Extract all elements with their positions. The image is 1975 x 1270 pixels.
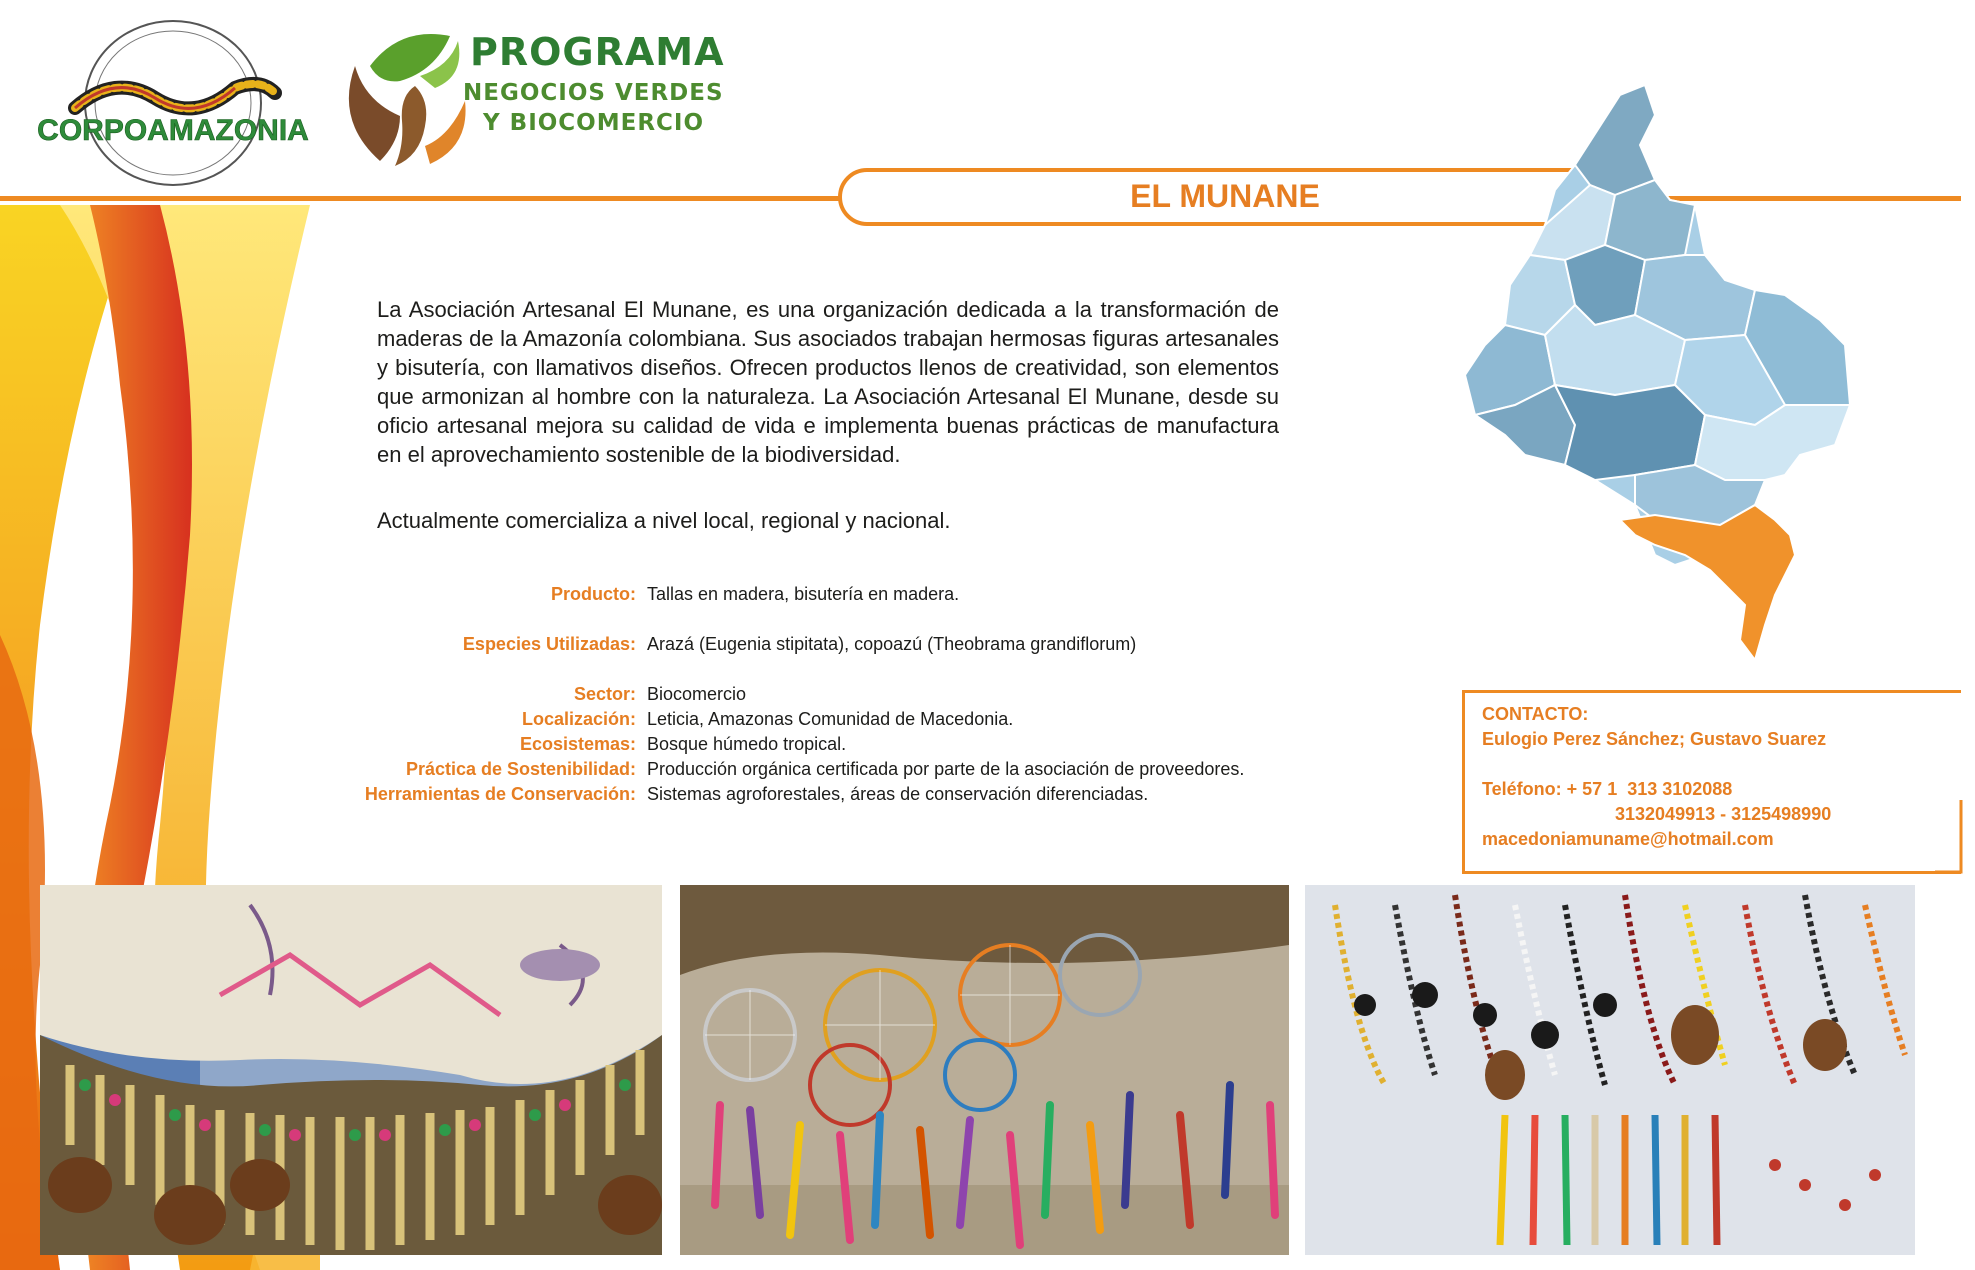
photo-necklaces bbox=[40, 885, 662, 1255]
program-title: PROGRAMA bbox=[470, 30, 725, 74]
colombia-map bbox=[1455, 85, 1860, 675]
contact-phone-2: 3132049913 - 3125498990 bbox=[1615, 804, 1832, 824]
page-title: EL MUNANE bbox=[1130, 178, 1320, 214]
detail-value-sector: Biocomercio bbox=[647, 684, 747, 704]
detail-value-localizacion: Leticia, Amazonas Comunidad de Macedonia. bbox=[647, 709, 1014, 729]
seed-jewelry-display-icon bbox=[1305, 885, 1915, 1255]
photo-seed-jewelry bbox=[1305, 885, 1915, 1255]
program-subtitle-2: Y BIOCOMERCIO bbox=[483, 110, 705, 136]
dreamcatchers-icon bbox=[680, 885, 1289, 1255]
detail-value-producto: Tallas en madera, bisutería en madera. bbox=[647, 584, 960, 604]
corp-logo-name: CORPOAMAZONIA bbox=[37, 114, 309, 147]
contact-names: Eulogio Perez Sánchez; Gustavo Suarez bbox=[1482, 729, 1827, 749]
detail-label-especies: Especies Utilizadas: bbox=[462, 634, 636, 654]
detail-value-herramientas: Sistemas agroforestales, áreas de conservación diferenciadas. bbox=[647, 784, 1149, 804]
wooden-bead-necklaces-icon bbox=[40, 885, 662, 1255]
contact-phone-1: Teléfono: + 57 1 313 3102088 bbox=[1482, 779, 1733, 799]
contact-email[interactable]: macedoniamuname@hotmail.com bbox=[1482, 829, 1774, 849]
commercialization-paragraph: Actualmente comercializa a nivel local, regional y nacional. bbox=[377, 508, 951, 533]
description-paragraph: La Asociación Artesanal El Munane, es una organización dedicada a la transformación de maderas de la Amazonía colombiana. Sus asociados trabajan hermosas figuras artesanales y bisutería, con llamativos diseños. Ofrecen productos llenos de creatividad, son elementos que armonizan al hombre con la naturaleza. La Asociación Artesanal El Munane, desde su oficio artesanal mejora su calidad de vida e implementa buenas prácticas de manufactura en el aprovechamiento sostenible de la biodiversidad. bbox=[377, 297, 1279, 467]
detail-label-herramientas: Herramientas de Conservación: bbox=[364, 784, 636, 804]
detail-label-producto: Producto: bbox=[551, 584, 636, 604]
photo-dreamcatchers bbox=[680, 885, 1289, 1255]
contact-box-tail bbox=[1935, 800, 1975, 880]
corpoamazonia-logo bbox=[37, 18, 309, 188]
detail-label-ecosistemas: Ecosistemas: bbox=[519, 734, 636, 754]
program-subtitle-1: NEGOCIOS VERDES bbox=[463, 80, 724, 106]
detail-value-ecosistemas: Bosque húmedo tropical. bbox=[647, 734, 847, 754]
detail-label-localizacion: Localización: bbox=[521, 709, 636, 729]
detail-label-practica: Práctica de Sostenibilidad: bbox=[405, 759, 636, 779]
detail-value-especies: Arazá (Eugenia stipitata), copoazú (Theobrama grandiflorum) bbox=[647, 634, 1137, 654]
detail-value-practica: Producción orgánica certificada por parte de la asociación de proveedores. bbox=[647, 759, 1245, 779]
detail-label-sector: Sector: bbox=[573, 684, 636, 704]
contact-heading: CONTACTO: bbox=[1482, 704, 1589, 724]
